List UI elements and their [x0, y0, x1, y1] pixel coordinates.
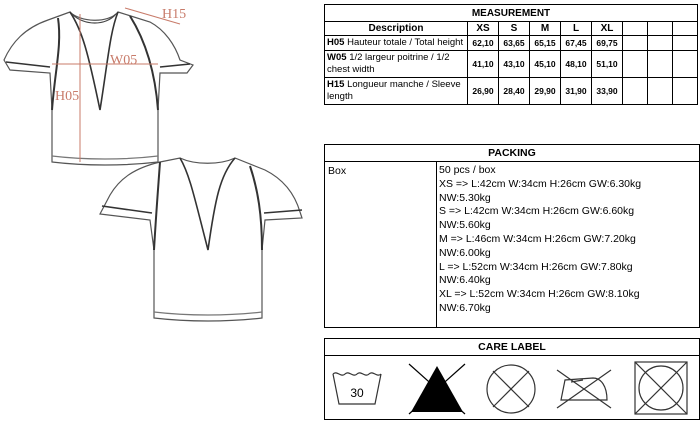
w05-label: W05: [110, 53, 138, 68]
no-tumble-dry-icon: [487, 365, 535, 413]
care-label-title: CARE LABEL: [325, 339, 699, 356]
empty-size-header: [623, 22, 648, 36]
value-cell: 69,75: [592, 36, 623, 51]
value-cell: 65,15: [530, 36, 561, 51]
size-header-xl: XL: [592, 22, 623, 36]
size-header-s: S: [499, 22, 530, 36]
tshirt-front-view: [4, 12, 193, 165]
row-code: W05: [327, 52, 347, 63]
value-cell: 28,40: [499, 78, 530, 105]
row-description: [325, 36, 468, 51]
row-description: [325, 51, 468, 78]
value-cell: 43,10: [499, 51, 530, 78]
row-code: H05: [327, 37, 345, 48]
wash-30-icon: [333, 373, 381, 404]
care-label-section: [324, 338, 700, 420]
row-label: 1/2 largeur poitrine / 1/2 chest width: [327, 52, 450, 75]
empty-cell: [673, 78, 698, 105]
empty-cell: [648, 78, 673, 105]
value-cell: 67,45: [561, 36, 592, 51]
packing-details: [439, 164, 641, 316]
row-label: Longueur manche / Sleeve length: [327, 79, 461, 102]
packing-line: S => L:42cm W:34cm H:26cm GW:6.60kg: [439, 205, 635, 218]
packing-line: NW:5.30kg: [439, 191, 491, 204]
measurement-title: MEASUREMENT: [325, 5, 698, 22]
value-cell: 62,10: [468, 36, 499, 51]
size-header-m: M: [530, 22, 561, 36]
value-cell: 48,10: [561, 51, 592, 78]
empty-size-header: [648, 22, 673, 36]
packing-title: PACKING: [325, 145, 699, 162]
row-description: [325, 78, 468, 105]
packing-line: NW:6.00kg: [439, 246, 491, 259]
measurement-header-row: [325, 22, 698, 36]
tshirt-technical-sketch: [0, 0, 320, 421]
empty-cell: [673, 36, 698, 51]
row-code: H15: [327, 79, 345, 90]
table-row: [325, 78, 698, 105]
value-cell: 33,90: [592, 78, 623, 105]
measurement-table: [324, 4, 698, 105]
value-cell: 29,90: [530, 78, 561, 105]
packing-line: L => L:52cm W:34cm H:26cm GW:7.80kg: [439, 260, 633, 273]
no-dry-clean-icon: [635, 362, 687, 414]
value-cell: 31,90: [561, 78, 592, 105]
empty-cell: [648, 36, 673, 51]
table-row: [325, 36, 698, 51]
table-row: [325, 51, 698, 78]
value-cell: 45,10: [530, 51, 561, 78]
empty-cell: [623, 78, 648, 105]
packing-section: [324, 144, 700, 328]
empty-size-header: [673, 22, 698, 36]
tshirt-back-view: [100, 158, 302, 321]
no-iron-icon: [557, 370, 611, 408]
description-header: Description: [325, 22, 468, 36]
packing-divider: [436, 162, 437, 327]
packing-line: NW:5.60kg: [439, 219, 491, 232]
packing-label: Box: [328, 165, 347, 177]
value-cell: 51,10: [592, 51, 623, 78]
size-header-l: L: [561, 22, 592, 36]
value-cell: 63,65: [499, 36, 530, 51]
h15-label: H15: [162, 7, 187, 22]
packing-line: M => L:46cm W:34cm H:26cm GW:7.20kg: [439, 232, 636, 245]
h05-label: H05: [55, 89, 80, 104]
empty-cell: [623, 51, 648, 78]
value-cell: 41,10: [468, 51, 499, 78]
packing-line: NW:6.40kg: [439, 274, 491, 287]
no-bleach-icon: [409, 364, 465, 414]
empty-cell: [673, 51, 698, 78]
packing-line: XS => L:42cm W:34cm H:26cm GW:6.30kg: [439, 177, 642, 190]
value-cell: 26,90: [468, 78, 499, 105]
packing-line: XL => L:52cm W:34cm H:26cm GW:8.10kg: [439, 288, 640, 301]
packing-line: 50 pcs / box: [439, 164, 496, 176]
packing-line: NW:6.70kg: [439, 301, 491, 314]
empty-cell: [623, 36, 648, 51]
row-label: Hauteur totale / Total height: [347, 37, 464, 48]
care-symbols: [325, 356, 699, 418]
size-header-xs: XS: [468, 22, 499, 36]
empty-cell: [648, 51, 673, 78]
wash-temp-label: 30: [350, 386, 364, 400]
